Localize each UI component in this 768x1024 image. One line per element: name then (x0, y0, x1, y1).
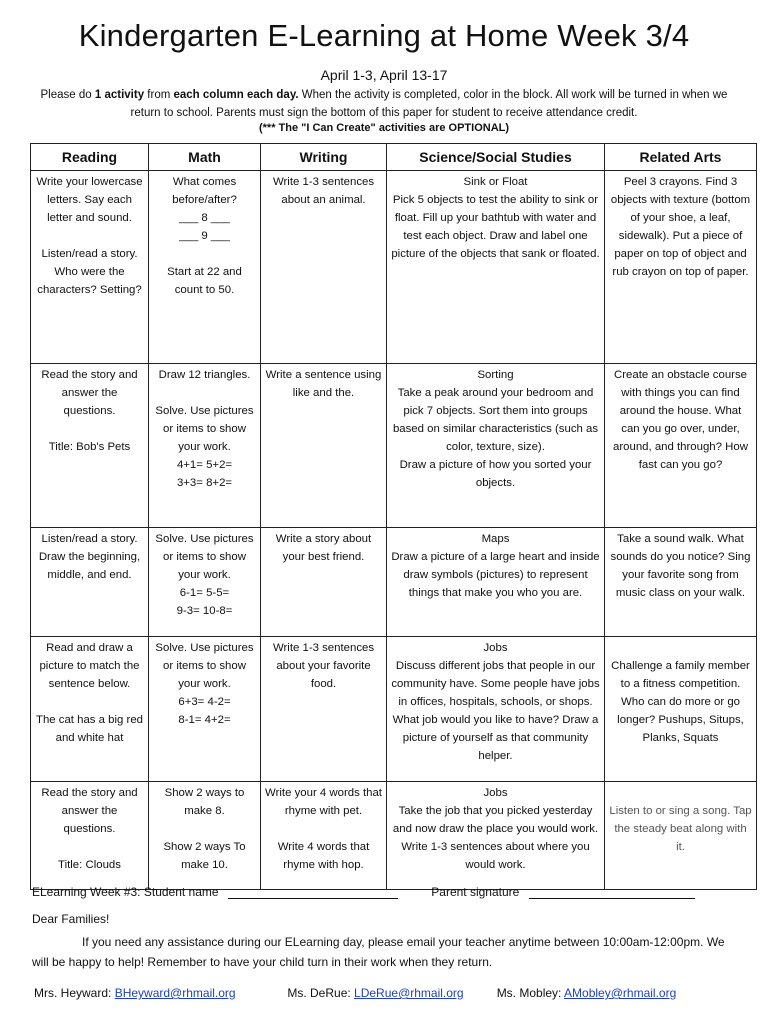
activity-cell[interactable]: Solve. Use pictures or items to show your work. 6-1= 5-5= 9-3= 10-8= (149, 528, 261, 637)
table-row (31, 782, 757, 890)
teacher-email-link[interactable]: BHeyward@rhmail.org (114, 986, 236, 1000)
activity-cell[interactable]: Write a story about your best friend. (261, 528, 387, 637)
student-name-field[interactable] (228, 884, 398, 899)
page-title: Kindergarten E-Learning at Home Week 3/4 (78, 18, 690, 53)
activity-cell[interactable]: Maps Draw a picture of a large heart and inside draw symbols (pictures) to represent things that make you who you are. (387, 528, 605, 637)
optional-note: (*** The "I Can Create" activities are OPTIONAL) (258, 122, 510, 134)
table-row (31, 528, 757, 637)
teacher-name: Ms. DeRue: (287, 986, 351, 1000)
activity-cell[interactable]: Draw 12 triangles. Solve. Use pictures or items to show your work. 4+1= 5+2= 3+3= 8+2= (149, 364, 261, 528)
activity-cell[interactable]: Challenge a family member to a fitness competition. Who can do more or go longer? Pushups, Situps, Planks, Squats (605, 637, 757, 782)
teacher-contact (497, 986, 677, 1000)
activity-cell[interactable]: Listen to or sing a song. Tap the steady beat along with it. (605, 782, 757, 890)
date-range: April 1-3, April 13-17 (320, 67, 448, 83)
table-row (31, 637, 757, 782)
activity-cell[interactable]: Show 2 ways to make 8. Show 2 ways To make 10. (149, 782, 261, 890)
student-name-label: ELearning Week #3: Student name (32, 885, 219, 899)
activity-cell[interactable]: Jobs Take the job that you picked yesterday and now draw the place you would work. Write 1-3 sentences about where you would work. (387, 782, 605, 890)
letter-body-text: If you need any assistance during our ELearning day, please email your teacher anytime between 10:00am-12:00pm. We will be happy to help! Remember to have your child turn in their work when they return. (32, 935, 725, 969)
activity-cell[interactable]: Read the story and answer the questions. Title: Clouds (31, 782, 149, 890)
table-row (31, 171, 757, 364)
letter-body (32, 932, 732, 972)
instructions-bold-1: 1 activity (94, 89, 145, 101)
instructions-text-1: Please do (40, 89, 95, 101)
activity-cell[interactable]: Write 1-3 sentences about an animal. (261, 171, 387, 364)
instructions-bold-2: each column each day. (173, 89, 299, 101)
activity-cell[interactable]: Write a sentence using like and the. (261, 364, 387, 528)
teacher-contact (287, 986, 493, 1000)
instructions-text-3: When the activity is completed, color in the block. All work will be turned in when we return to school. Parents must sign the bottom of this paper for student to receive attendance credit. (130, 89, 728, 119)
header-reading: Reading (31, 144, 149, 171)
header-related-arts: Related Arts (605, 144, 757, 171)
activity-cell[interactable]: Listen/read a story. Draw the beginning, middle, and end. (31, 528, 149, 637)
teacher-name: Ms. Mobley: (496, 986, 562, 1000)
parent-signature-field[interactable] (529, 884, 695, 899)
teacher-email-link[interactable]: LDeRue@rhmail.org (354, 986, 464, 1000)
activity-cell[interactable]: Sink or Float Pick 5 objects to test the ability to sink or float. Fill up your bathtub with water and test each object. Draw and label one picture of the objects that sank or floated. (387, 171, 605, 364)
activity-cell[interactable]: Write your 4 words that rhyme with pet. Write 4 words that rhyme with hop. (261, 782, 387, 890)
activity-cell[interactable]: Take a sound walk. What sounds do you notice? Sing your favorite song from music class on your walk. (605, 528, 757, 637)
header-math: Math (149, 144, 261, 171)
activity-cell[interactable]: Solve. Use pictures or items to show your work. 6+3= 4-2= 8-1= 4+2= (149, 637, 261, 782)
parent-signature-label: Parent signature (431, 885, 520, 899)
activity-table (30, 143, 757, 890)
table-row (31, 364, 757, 528)
instructions (28, 86, 740, 122)
activity-cell[interactable]: What comes before/after? ___ 8 ___ ___ 9 ___ Start at 22 and count to 50. (149, 171, 261, 364)
activity-cell[interactable]: Jobs Discuss different jobs that people in our community have. Some people have jobs in offices, hospitals, schools, or shops. What job would you like to have? Draw a picture of yourself as that community helper. (387, 637, 605, 782)
header-writing: Writing (261, 144, 387, 171)
table-header-row (31, 144, 757, 171)
signature-row (32, 884, 752, 899)
letter-greeting: Dear Families! (32, 912, 110, 926)
activity-cell[interactable]: Read the story and answer the questions. Title: Bob's Pets (31, 364, 149, 528)
instructions-text-2: from (144, 89, 174, 101)
teacher-contact (34, 986, 284, 1000)
activity-cell[interactable]: Write 1-3 sentences about your favorite food. (261, 637, 387, 782)
teacher-name: Mrs. Heyward: (34, 986, 112, 1000)
activity-cell[interactable]: Peel 3 crayons. Find 3 objects with texture (bottom of your shoe, a leaf, sidewalk). Put a piece of paper on top of object and rub crayon on top of paper. (605, 171, 757, 364)
header-science-social-studies: Science/Social Studies (387, 144, 605, 171)
teacher-contacts (34, 986, 754, 1000)
activity-cell[interactable]: Create an obstacle course with things you can find around the house. What can you go over, under, around, and through? How fast can you go? (605, 364, 757, 528)
activity-cell[interactable]: Write your lowercase letters. Say each letter and sound. Listen/read a story. Who were the characters? Setting? (31, 171, 149, 364)
teacher-email-link[interactable]: AMobley@rhmail.org (564, 986, 677, 1000)
activity-cell[interactable]: Read and draw a picture to match the sentence below. The cat has a big red and white hat (31, 637, 149, 782)
activity-cell[interactable]: Sorting Take a peak around your bedroom and pick 7 objects. Sort them into groups based on similar characteristics (such as color, texture, size). Draw a picture of how you sorted your objects. (387, 364, 605, 528)
